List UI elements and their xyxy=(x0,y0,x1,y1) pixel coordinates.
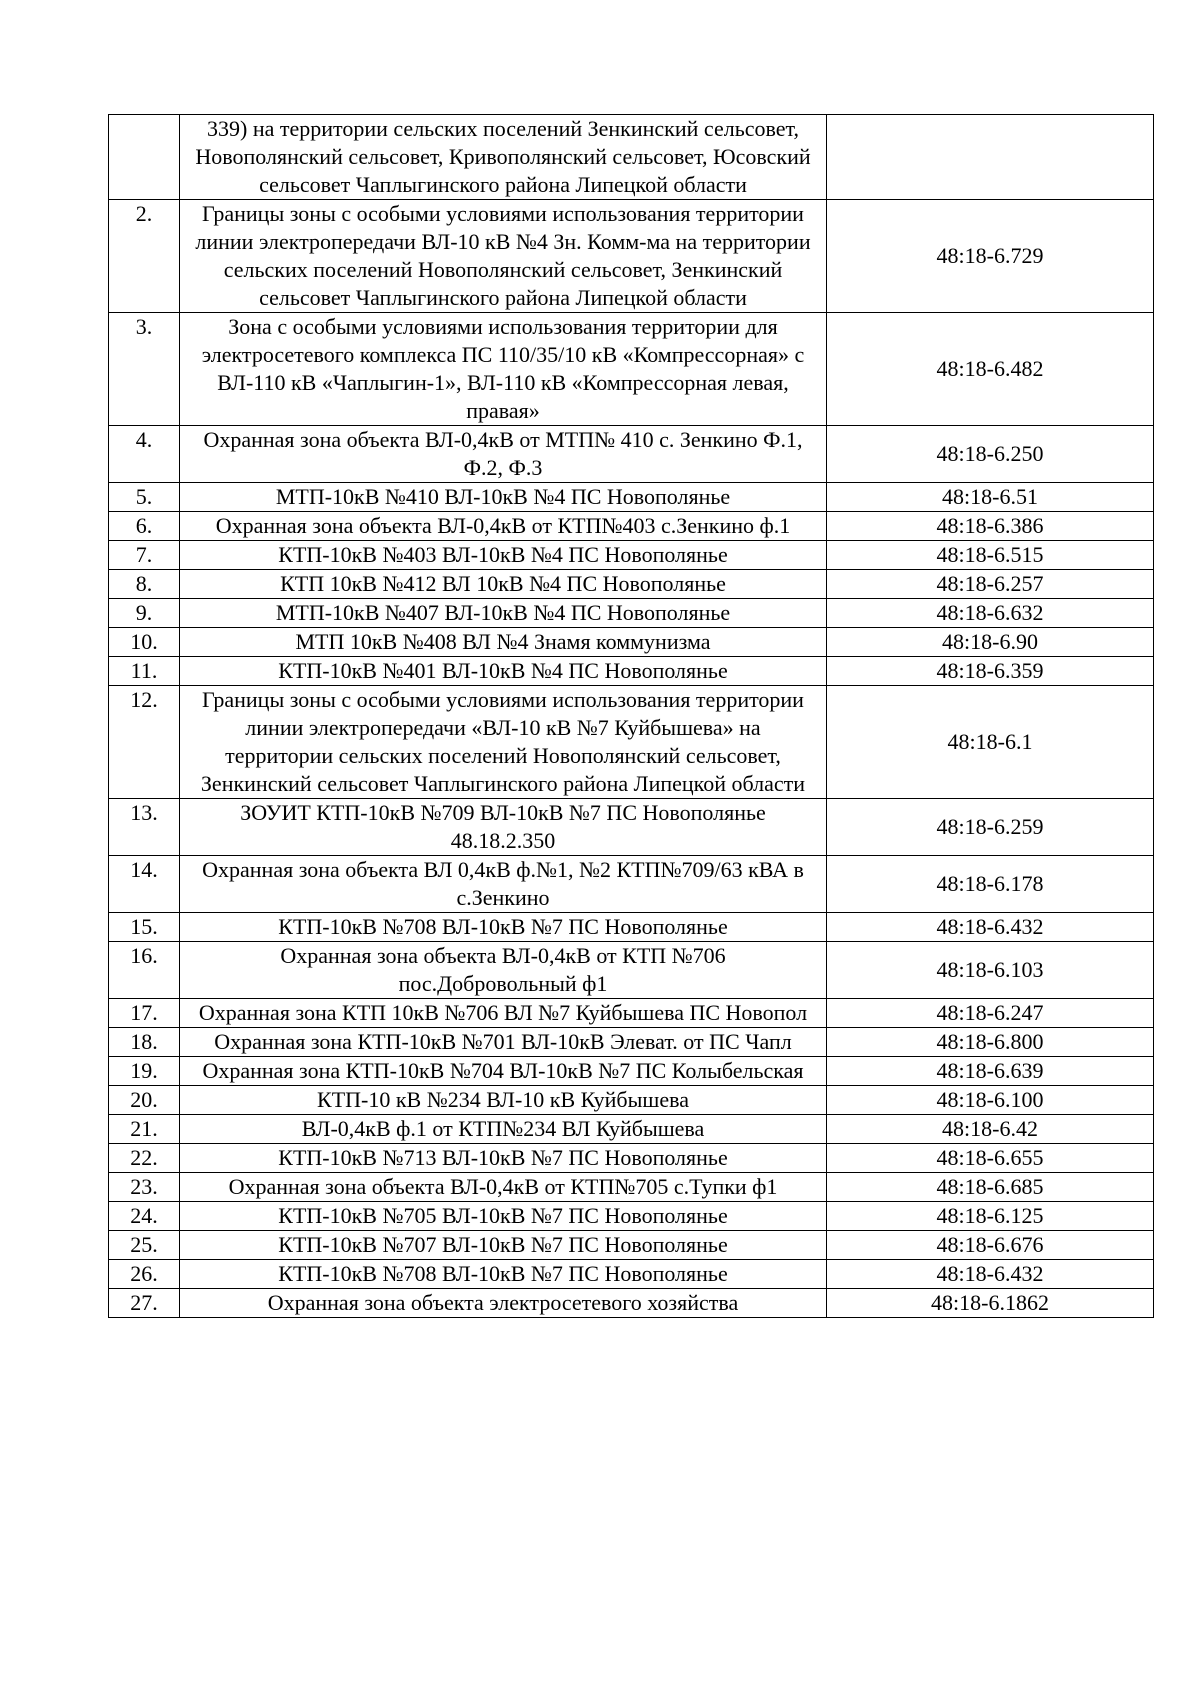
table-row xyxy=(109,628,1154,657)
table-row xyxy=(109,856,1154,913)
registry-number: 48:18-6.125 xyxy=(827,1202,1154,1231)
registry-number: 48:18-6.1862 xyxy=(827,1289,1154,1318)
table-row xyxy=(109,426,1154,483)
table-row xyxy=(109,200,1154,313)
table-row xyxy=(109,942,1154,999)
row-number: 26. xyxy=(109,1260,180,1289)
registry-number: 48:18-6.800 xyxy=(827,1028,1154,1057)
row-number: 7. xyxy=(109,541,180,570)
zone-description: КТП-10кВ №401 ВЛ-10кВ №4 ПС Новополянье xyxy=(180,657,827,686)
table-row xyxy=(109,115,1154,200)
row-number: 23. xyxy=(109,1173,180,1202)
row-number: 14. xyxy=(109,856,180,913)
registry-number: 48:18-6.632 xyxy=(827,599,1154,628)
registry-number: 48:18-6.250 xyxy=(827,426,1154,483)
zone-description: КТП-10кВ №705 ВЛ-10кВ №7 ПС Новополянье xyxy=(180,1202,827,1231)
zone-description: 339) на территории сельских поселений Зенкинский сельсовет, Новополянский сельсовет, Кривополянский сельсовет, Юсовский сельсовет Чаплыгинского района Липецкой области xyxy=(180,115,827,200)
zone-description: Охранная зона объекта ВЛ-0,4кВ от КТП№705 с.Тупки ф1 xyxy=(180,1173,827,1202)
row-number: 3. xyxy=(109,313,180,426)
registry-number: 48:18-6.259 xyxy=(827,799,1154,856)
zone-description: Зона с особыми условиями использования территории для электросетевого комплекса ПС 110/35/10 кВ «Компрессорная» с ВЛ-110 кВ «Чаплыгин-1», ВЛ-110 кВ «Компрессорная левая, правая» xyxy=(180,313,827,426)
row-number: 25. xyxy=(109,1231,180,1260)
registry-number: 48:18-6.359 xyxy=(827,657,1154,686)
zone-description: Охранная зона КТП-10кВ №701 ВЛ-10кВ Элеват. от ПС Чапл xyxy=(180,1028,827,1057)
table-row xyxy=(109,999,1154,1028)
table-row xyxy=(109,657,1154,686)
registry-number: 48:18-6.100 xyxy=(827,1086,1154,1115)
row-number: 20. xyxy=(109,1086,180,1115)
zone-description: КТП-10кВ №713 ВЛ-10кВ №7 ПС Новополянье xyxy=(180,1144,827,1173)
registry-number xyxy=(827,115,1154,200)
row-number: 10. xyxy=(109,628,180,657)
row-number: 17. xyxy=(109,999,180,1028)
table-row xyxy=(109,799,1154,856)
table-row xyxy=(109,1144,1154,1173)
table-row xyxy=(109,1231,1154,1260)
row-number: 19. xyxy=(109,1057,180,1086)
row-number: 4. xyxy=(109,426,180,483)
zone-description: КТП-10кВ №403 ВЛ-10кВ №4 ПС Новополянье xyxy=(180,541,827,570)
zone-description: КТП 10кВ №412 ВЛ 10кВ №4 ПС Новополянье xyxy=(180,570,827,599)
table-row xyxy=(109,512,1154,541)
registry-number: 48:18-6.482 xyxy=(827,313,1154,426)
row-number: 9. xyxy=(109,599,180,628)
zone-description: МТП-10кВ №410 ВЛ-10кВ №4 ПС Новополянье xyxy=(180,483,827,512)
table-row xyxy=(109,1173,1154,1202)
table-row xyxy=(109,1202,1154,1231)
registry-number: 48:18-6.432 xyxy=(827,913,1154,942)
table-row xyxy=(109,599,1154,628)
zone-description: Охранная зона объекта ВЛ-0,4кВ от КТП№403 с.Зенкино ф.1 xyxy=(180,512,827,541)
row-number: 18. xyxy=(109,1028,180,1057)
row-number: 21. xyxy=(109,1115,180,1144)
zone-description: МТП 10кВ №408 ВЛ №4 Знамя коммунизма xyxy=(180,628,827,657)
row-number: 8. xyxy=(109,570,180,599)
zone-description: Охранная зона КТП-10кВ №704 ВЛ-10кВ №7 ПС Колыбельская xyxy=(180,1057,827,1086)
table-row xyxy=(109,541,1154,570)
registry-number: 48:18-6.655 xyxy=(827,1144,1154,1173)
table-row xyxy=(109,913,1154,942)
zone-description: Охранная зона объекта электросетевого хозяйства xyxy=(180,1289,827,1318)
table-row xyxy=(109,1086,1154,1115)
table-row xyxy=(109,313,1154,426)
table-row xyxy=(109,686,1154,799)
row-number: 2. xyxy=(109,200,180,313)
registry-number: 48:18-6.42 xyxy=(827,1115,1154,1144)
row-number xyxy=(109,115,180,200)
zone-description: ВЛ-0,4кВ ф.1 от КТП№234 ВЛ Куйбышева xyxy=(180,1115,827,1144)
zone-description: Охранная зона объекта ВЛ-0,4кВ от КТП №706 пос.Добровольный ф1 xyxy=(180,942,827,999)
registry-number: 48:18-6.51 xyxy=(827,483,1154,512)
row-number: 13. xyxy=(109,799,180,856)
table-row xyxy=(109,1260,1154,1289)
zone-description: Границы зоны с особыми условиями использования территории линии электропередачи ВЛ-10 кВ №4 Зн. Комм-ма на территории сельских поселений Новополянский сельсовет, Зенкинский сельсовет Чаплыгинского района Липецкой области xyxy=(180,200,827,313)
row-number: 5. xyxy=(109,483,180,512)
registry-number: 48:18-6.178 xyxy=(827,856,1154,913)
registry-number: 48:18-6.247 xyxy=(827,999,1154,1028)
registry-number: 48:18-6.639 xyxy=(827,1057,1154,1086)
zone-description: ЗОУИТ КТП-10кВ №709 ВЛ-10кВ №7 ПС Новополянье 48.18.2.350 xyxy=(180,799,827,856)
row-number: 12. xyxy=(109,686,180,799)
registry-number: 48:18-6.432 xyxy=(827,1260,1154,1289)
registry-number: 48:18-6.103 xyxy=(827,942,1154,999)
zone-description: КТП-10кВ №707 ВЛ-10кВ №7 ПС Новополянье xyxy=(180,1231,827,1260)
table-row xyxy=(109,1057,1154,1086)
zone-description: КТП-10кВ №708 ВЛ-10кВ №7 ПС Новополянье xyxy=(180,913,827,942)
row-number: 11. xyxy=(109,657,180,686)
registry-number: 48:18-6.515 xyxy=(827,541,1154,570)
registry-number: 48:18-6.676 xyxy=(827,1231,1154,1260)
table-row xyxy=(109,1115,1154,1144)
row-number: 16. xyxy=(109,942,180,999)
zone-description: Охранная зона объекта ВЛ 0,4кВ ф.№1, №2 КТП№709/63 кВА в с.Зенкино xyxy=(180,856,827,913)
row-number: 22. xyxy=(109,1144,180,1173)
row-number: 6. xyxy=(109,512,180,541)
registry-number: 48:18-6.257 xyxy=(827,570,1154,599)
registry-number: 48:18-6.386 xyxy=(827,512,1154,541)
registry-number: 48:18-6.729 xyxy=(827,200,1154,313)
row-number: 24. xyxy=(109,1202,180,1231)
zone-description: МТП-10кВ №407 ВЛ-10кВ №4 ПС Новополянье xyxy=(180,599,827,628)
registry-number: 48:18-6.90 xyxy=(827,628,1154,657)
zone-description: КТП-10кВ №708 ВЛ-10кВ №7 ПС Новополянье xyxy=(180,1260,827,1289)
table-row xyxy=(109,1289,1154,1318)
zone-description: Охранная зона КТП 10кВ №706 ВЛ №7 Куйбышева ПС Новопол xyxy=(180,999,827,1028)
zone-description: Границы зоны с особыми условиями использования территории линии электропередачи «ВЛ-10 кВ №7 Куйбышева» на территории сельских поселений Новополянский сельсовет, Зенкинский сельсовет Чаплыгинского района Липецкой области xyxy=(180,686,827,799)
zones-table xyxy=(108,114,1154,1318)
row-number: 27. xyxy=(109,1289,180,1318)
table-row xyxy=(109,483,1154,512)
zone-description: Охранная зона объекта ВЛ-0,4кВ от МТП№ 410 с. Зенкино Ф.1, Ф.2, Ф.3 xyxy=(180,426,827,483)
table-row xyxy=(109,570,1154,599)
zone-description: КТП-10 кВ №234 ВЛ-10 кВ Куйбышева xyxy=(180,1086,827,1115)
registry-number: 48:18-6.1 xyxy=(827,686,1154,799)
registry-number: 48:18-6.685 xyxy=(827,1173,1154,1202)
table-row xyxy=(109,1028,1154,1057)
row-number: 15. xyxy=(109,913,180,942)
zones-table-body xyxy=(109,115,1154,1318)
